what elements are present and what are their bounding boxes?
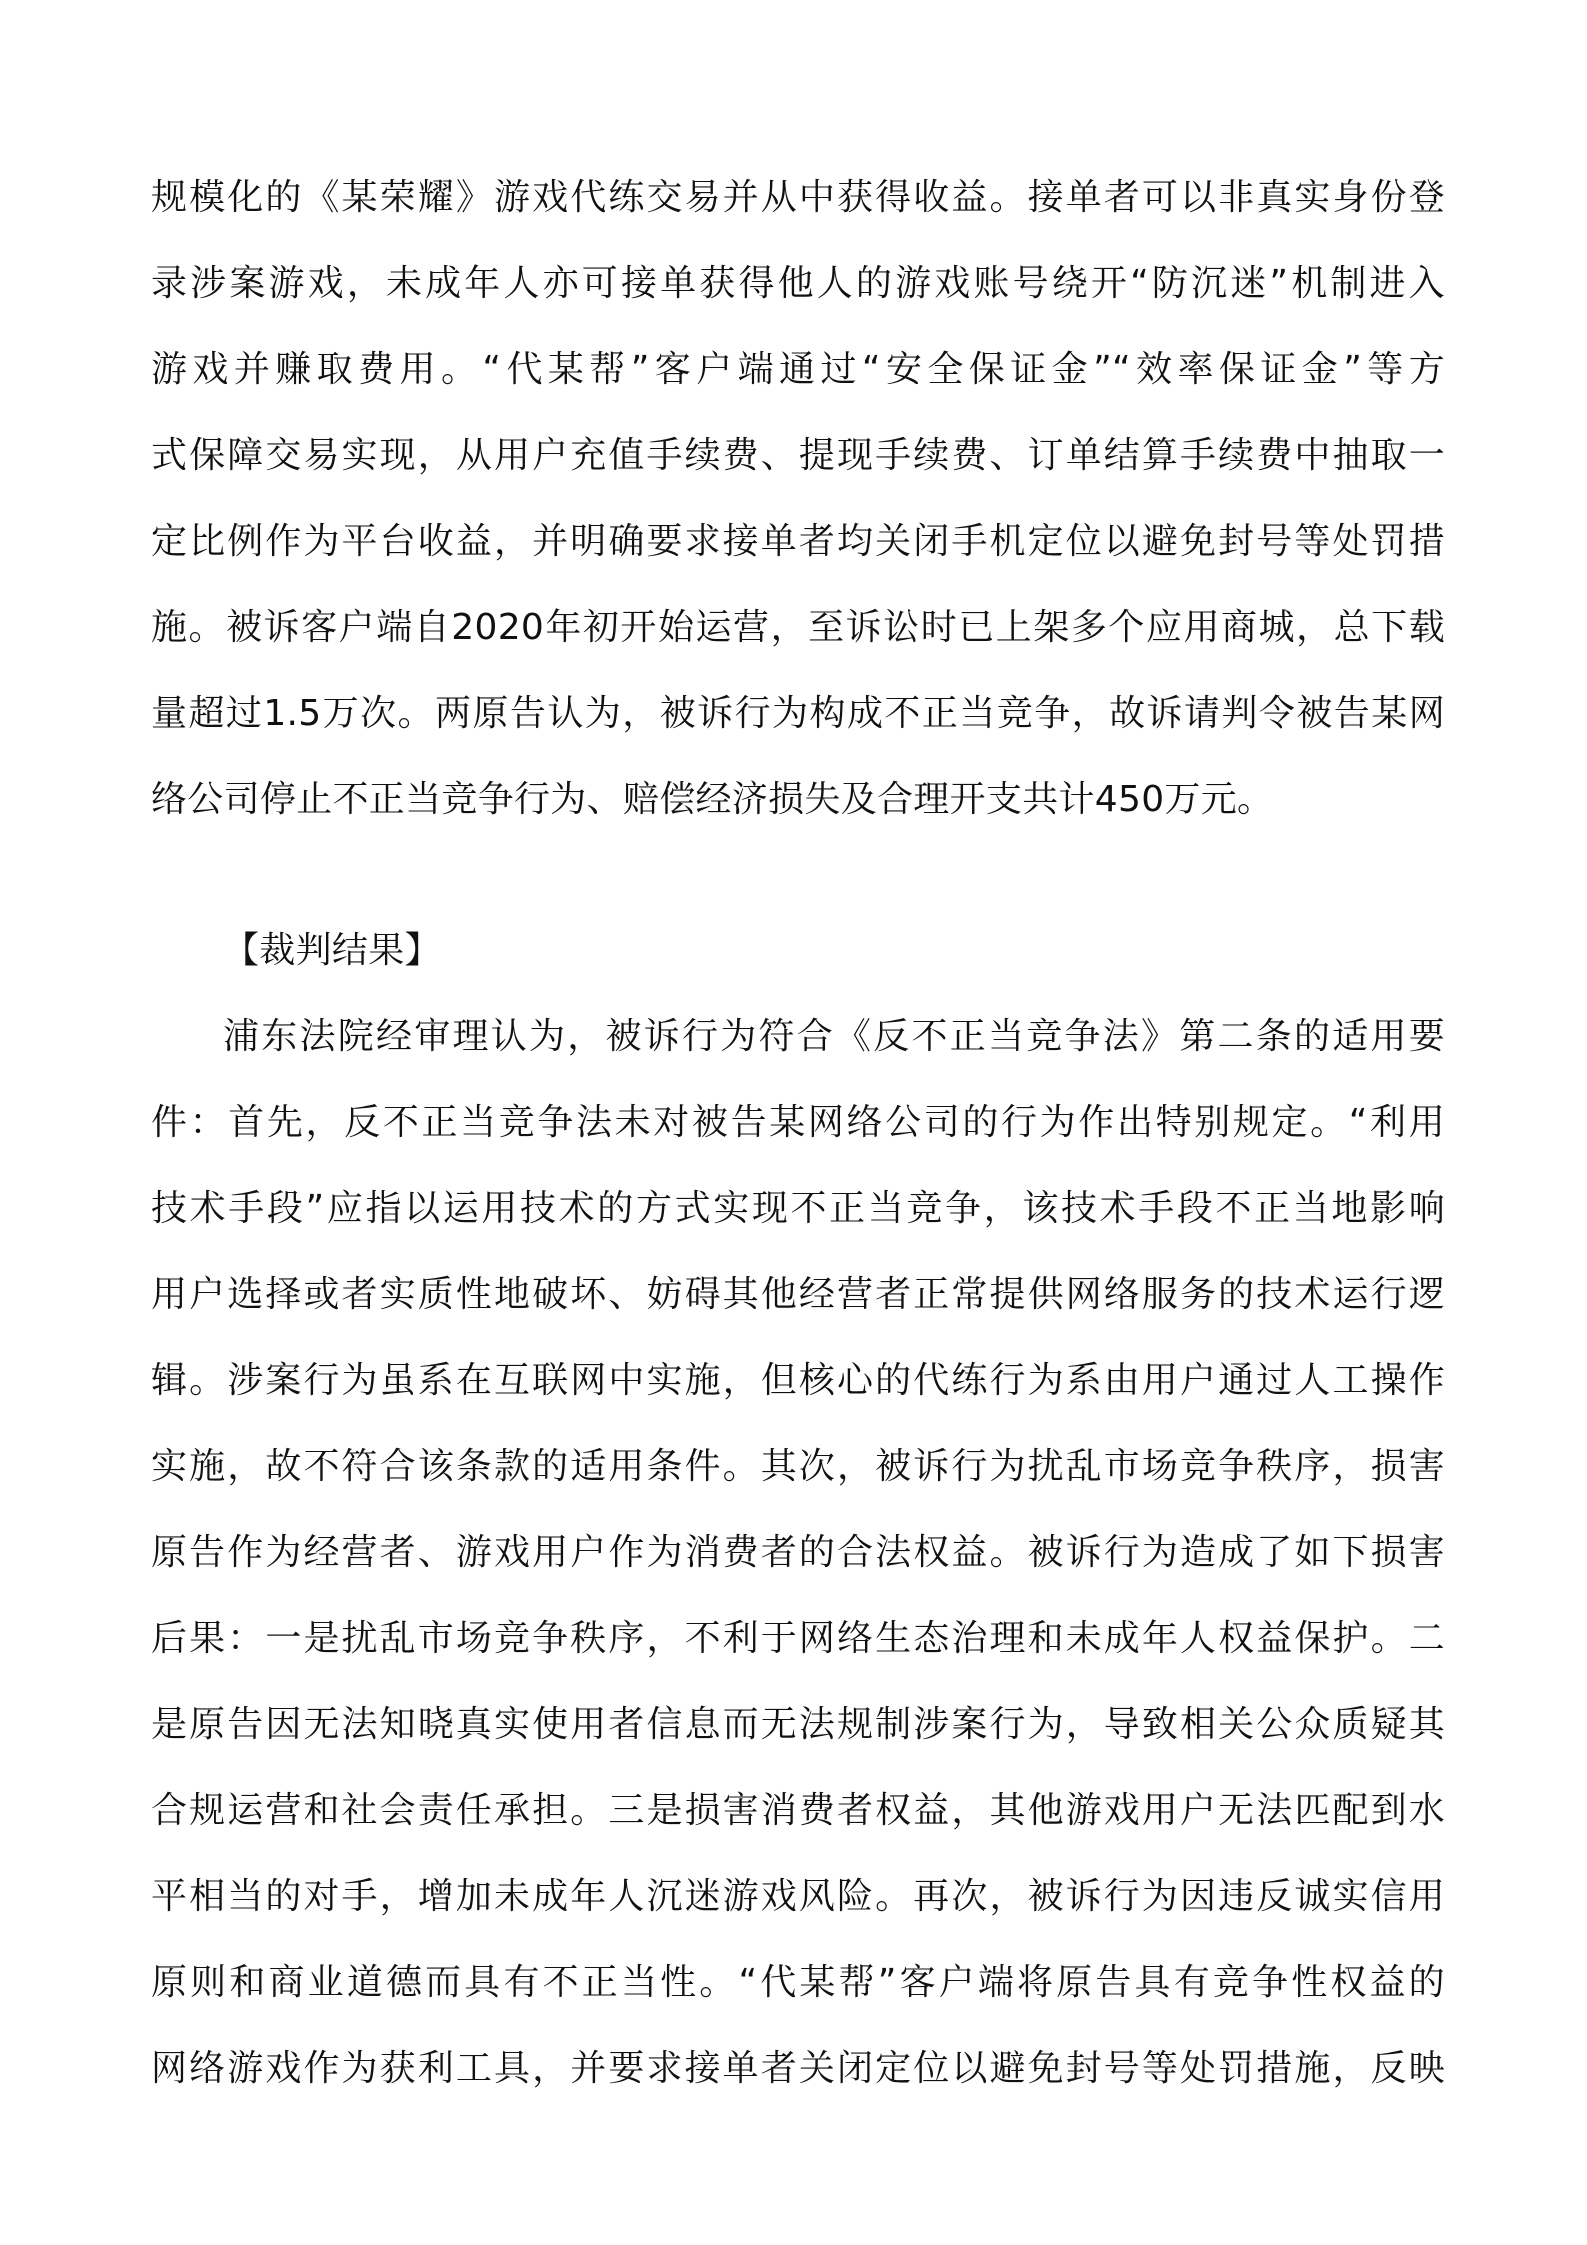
text-line: 施。被诉客户端自2020年初开始运营，至诉讼时已上架多个应用商城，总下载 <box>151 607 1445 648</box>
text-line: 游戏并赚取费用。“代某帮”客户端通过“安全保证金”“效率保证金”等方 <box>151 349 1445 390</box>
text-line: 网络游戏作为获利工具，并要求接单者关闭定位以避免封号等处罚措施，反映 <box>151 2048 1445 2089</box>
text-line: 量超过1.5万次。两原告认为，被诉行为构成不正当竞争，故诉请判令被告某网 <box>151 693 1445 734</box>
section-heading: 【裁判结果】 <box>223 930 441 971</box>
text-line: 定比例作为平台收益，并明确要求接单者均关闭手机定位以避免封号等处罚措 <box>151 521 1445 562</box>
case-facts-paragraph <box>151 155 1445 843</box>
text-line: 平相当的对手，增加未成年人沉迷游戏风险。再次，被诉行为因违反诚实信用 <box>151 1876 1445 1917</box>
text-line: 实施，故不符合该条款的适用条件。其次，被诉行为扰乱市场竞争秩序，损害 <box>151 1446 1445 1487</box>
text-line: 式保障交易实现，从用户充值手续费、提现手续费、订单结算手续费中抽取一 <box>151 435 1445 476</box>
text-line: 原告作为经营者、游戏用户作为消费者的合法权益。被诉行为造成了如下损害 <box>151 1532 1445 1573</box>
judgment-section <box>151 908 1445 2112</box>
text-line: 件：首先，反不正当竞争法未对被告某网络公司的行为作出特别规定。“利用 <box>151 1102 1445 1143</box>
text-line: 技术手段”应指以运用技术的方式实现不正当竞争，该技术手段不正当地影响 <box>151 1188 1445 1229</box>
text-line: 录涉案游戏，未成年人亦可接单获得他人的游戏账号绕开“防沉迷”机制进入 <box>151 263 1445 304</box>
text-line: 络公司停止不正当竞争行为、赔偿经济损失及合理开支共计450万元。 <box>151 779 1274 820</box>
text-line: 浦东法院经审理认为，被诉行为符合《反不正当竞争法》第二条的适用要 <box>223 1016 1445 1057</box>
text-line: 用户选择或者实质性地破坏、妨碍其他经营者正常提供网络服务的技术运行逻 <box>151 1274 1445 1315</box>
text-line: 规模化的《某荣耀》游戏代练交易并从中获得收益。接单者可以非真实身份登 <box>151 177 1445 218</box>
text-line: 合规运营和社会责任承担。三是损害消费者权益，其他游戏用户无法匹配到水 <box>151 1790 1445 1831</box>
text-line: 辑。涉案行为虽系在互联网中实施，但核心的代练行为系由用户通过人工操作 <box>151 1360 1445 1401</box>
text-line: 原则和商业道德而具有不正当性。“代某帮”客户端将原告具有竞争性权益的 <box>151 1962 1445 2003</box>
text-line: 后果：一是扰乱市场竞争秩序，不利于网络生态治理和未成年人权益保护。二 <box>151 1618 1445 1659</box>
text-line: 是原告因无法知晓真实使用者信息而无法规制涉案行为，导致相关公众质疑其 <box>151 1704 1445 1745</box>
